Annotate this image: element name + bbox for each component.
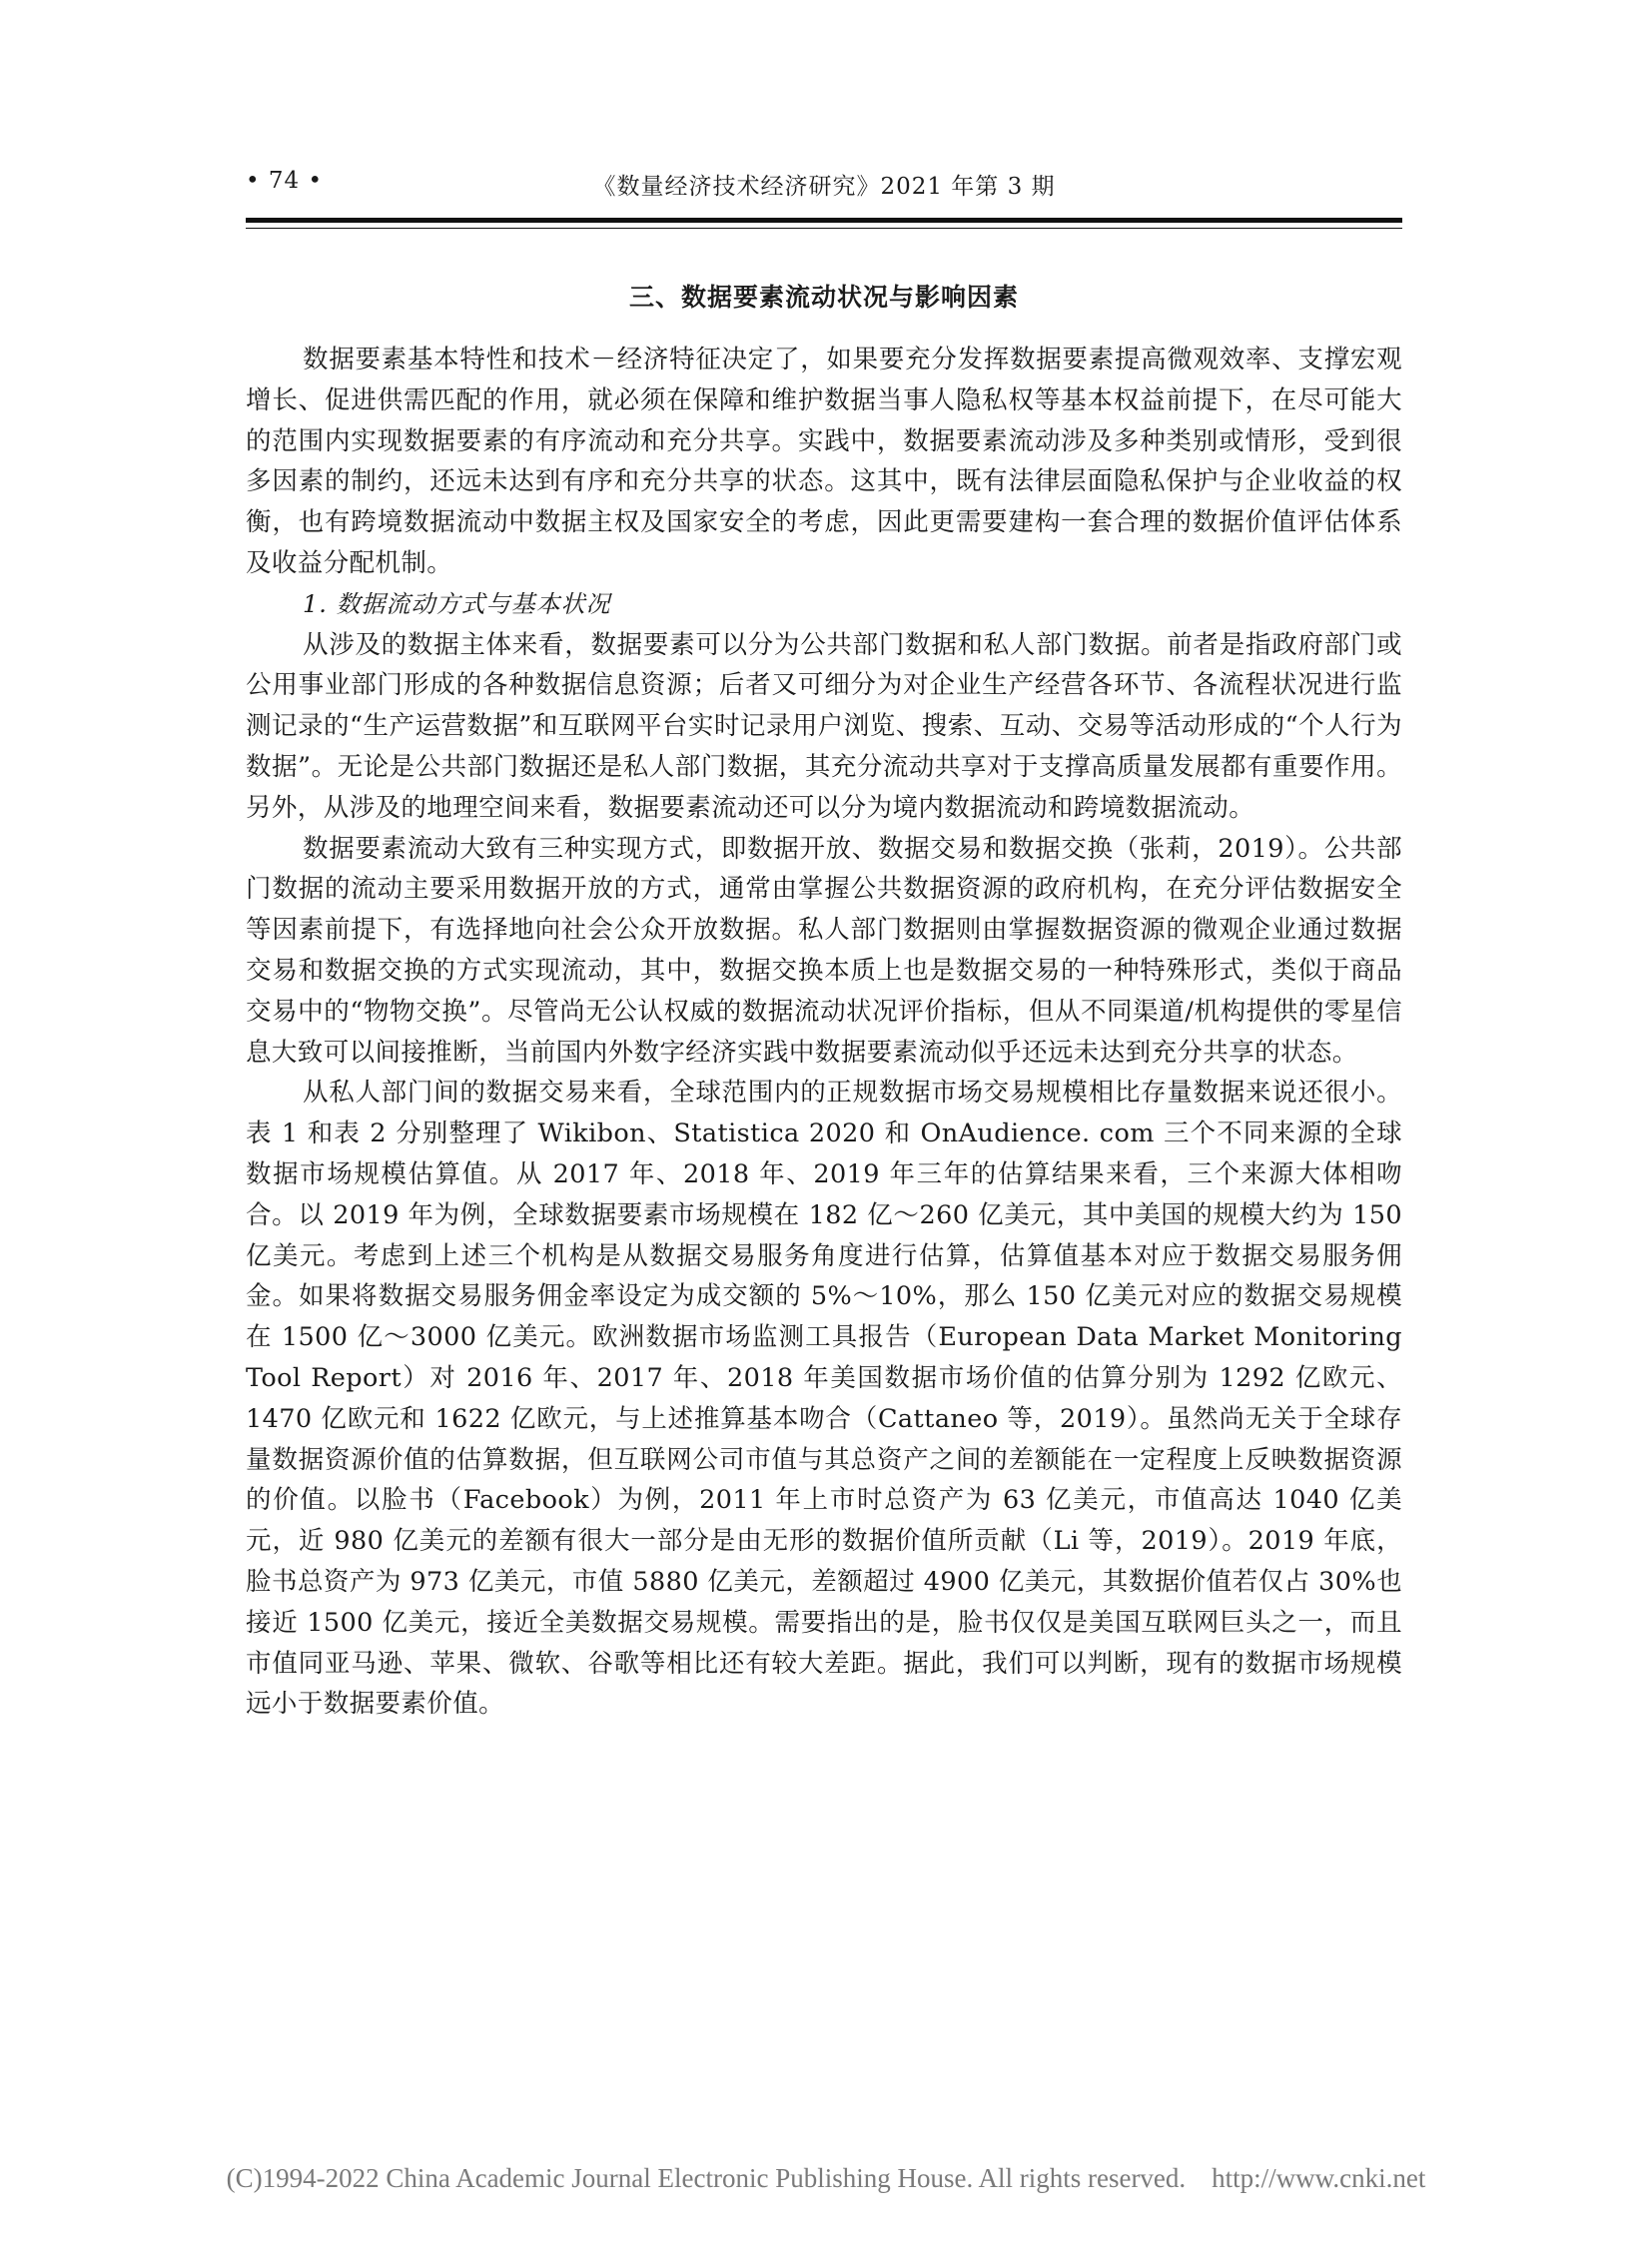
header-rule-thin	[246, 228, 1402, 229]
section-heading: 三、数据要素流动状况与影响因素	[628, 283, 1019, 312]
article-body	[246, 270, 1402, 1725]
body-paragraph: 从涉及的数据主体来看，数据要素可以分为公共部门数据和私人部门数据。前者是指政府部门或公用事业部门形成的各种数据信息资源；后者又可细分为对企业生产经营各环节、各流程状况进行监测记录的“生产运营数据”和互联网平台实时记录用户浏览、搜索、互动、交易等活动形成的“个人行为数据”。无论是公共部门数据还是私人部门数据，其充分流动共享对于支撑高质量发展都有重要作用。另外，从涉及的地理空间来看，数据要素流动还可以分为境内数据流动和跨境数据流动。	[246, 629, 1402, 823]
publisher-url[interactable]: http://www.cnki.net	[1212, 2163, 1426, 2193]
copyright-text: (C)1994-2022 China Academic Journal Electronic Publishing House. All rights reserved.	[226, 2163, 1187, 2193]
copyright-footer	[0, 2163, 1652, 2194]
header-rule-thick	[246, 218, 1402, 223]
subsection-heading: 1. 数据流动方式与基本状况	[303, 589, 611, 618]
page-number: • 74 •	[246, 168, 324, 194]
running-header	[246, 168, 1402, 208]
body-paragraph: 从私人部门间的数据交易来看，全球范围内的正规数据市场交易规模相比存量数据来说还很小。表 1 和表 2 分别整理了 Wikibon、Statistica 2020 和 OnAudience. com 三个不同来源的全球数据市场规模估算值。从 2017 年、2018 年、2019 年三年的估算结果来看，三个来源大体相吻合。以 2019 年为例，全球数据要素市场规模在 182 亿～260 亿美元，其中美国的规模大约为 150 亿美元。考虑到上述三个机构是从数据交易服务角度进行估算，估算值基本对应于数据交易服务佣金。如果将数据交易服务佣金率设定为成交额的 5%～10%，那么 150 亿美元对应的数据交易规模在 1500 亿～3000 亿美元。欧洲数据市场监测工具报告（European Data Market Monitoring Tool Report）对 2016 年、2017 年、2018 年美国数据市场价值的估算分别为 1292 亿欧元、1470 亿欧元和 1622 亿欧元，与上述推算基本吻合（Cattaneo 等，2019）。虽然尚无关于全球存量数据资源价值的估算数据，但互联网公司市值与其总资产之间的差额能在一定程度上反映数据资源的价值。以脸书（Facebook）为例，2011 年上市时总资产为 63 亿美元，市值高达 1040 亿美元，近 980 亿美元的差额有很大一部分是由无形的数据价值所贡献（Li 等，2019）。2019 年底，脸书总资产为 973 亿美元，市值 5880 亿美元，差额超过 4900 亿美元，其数据价值若仅占 30%也接近 1500 亿美元，接近全美数据交易规模。需要指出的是，脸书仅仅是美国互联网巨头之一，而且市值同亚马逊、苹果、微软、谷歌等相比还有较大差距。据此，我们可以判断，现有的数据市场规模远小于数据要素价值。	[246, 1078, 1402, 1720]
intro-paragraph: 数据要素基本特性和技术－经济特征决定了，如果要充分发挥数据要素提高微观效率、支撑宏观增长、促进供需匹配的作用，就必须在保障和维护数据当事人隐私权等基本权益前提下，在尽可能大的范围内实现数据要素的有序流动和充分共享。实践中，数据要素流动涉及多种类别或情形，受到很多因素的制约，还远未达到有序和充分共享的状态。这其中，既有法律层面隐私保护与企业收益的权衡，也有跨境数据流动中数据主权及国家安全的考虑，因此更需要建构一套合理的数据价值评估体系及收益分配机制。	[246, 345, 1402, 578]
journal-title: 《数量经济技术经济研究》2021 年第 3 期	[592, 174, 1056, 200]
body-paragraph: 数据要素流动大致有三种实现方式，即数据开放、数据交易和数据交换（张莉，2019）。公共部门数据的流动主要采用数据开放的方式，通常由掌握公共数据资源的政府机构，在充分评估数据安全等因素前提下，有选择地向社会公众开放数据。私人部门数据则由掌握数据资源的微观企业通过数据交易和数据交换的方式实现流动，其中，数据交换本质上也是数据交易的一种特殊形式，类似于商品交易中的“物物交换”。尽管尚无公认权威的数据流动状况评价指标，但从不同渠道/机构提供的零星信息大致可以间接推断，当前国内外数字经济实践中数据要素流动似乎还远未达到充分共享的状态。	[246, 833, 1402, 1068]
